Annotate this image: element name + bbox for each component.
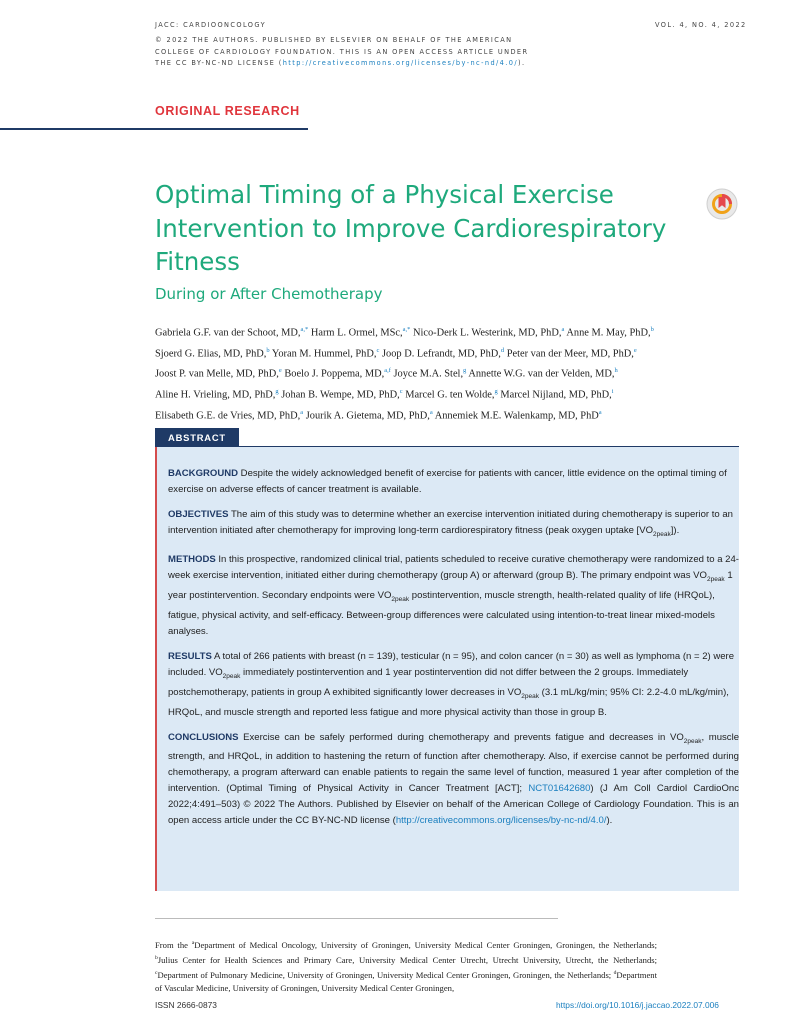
author-affiliation-mark[interactable]: b bbox=[266, 346, 270, 354]
article-subtitle: During or After Chemotherapy bbox=[155, 285, 383, 303]
author-name: Gabriela G.F. van der Schoot, MD, bbox=[155, 327, 301, 339]
affiliations-footnote: From the $^a$Department of Medical Oncology, University of Groningen, University Medical Center Groningen, Groningen, the Netherlands; $^b$Julius Center for Health Sciences and Primary Care, University Medical Center Utrecht, Utrecht University, Utrecht, the Netherlands; $^c$Department of Pulmonary Medicine, University of Groningen, University Medical Center Groningen, Groningen, the Netherlands; $^d$Department of Vascular Medicine, University of Groningen, University Medical Center Groningen, bbox=[155, 939, 657, 994]
article-title: Optimal Timing of a Physical Exercise Intervention to Improve Cardiorespiratory Fitness bbox=[155, 180, 667, 276]
author-affiliation-mark[interactable]: i bbox=[611, 388, 614, 396]
footnote-divider bbox=[155, 918, 558, 919]
author-name: Annette W.G. van der Velden, MD, bbox=[466, 368, 615, 380]
author-name: Marcel G. ten Wolde, bbox=[402, 389, 495, 401]
abstract-rule bbox=[155, 446, 739, 447]
author-name: Peter van der Meer, MD, PhD, bbox=[504, 348, 634, 360]
author-name: Nico-Derk L. Westerink, MD, PhD, bbox=[410, 327, 562, 339]
volume-info: VOL. 4, NO. 4, 2022 bbox=[655, 21, 747, 29]
author-affiliation-mark[interactable]: e bbox=[633, 346, 637, 354]
author-name: Yoran M. Hummel, PhD, bbox=[269, 348, 377, 360]
author-affiliation-mark[interactable]: a bbox=[561, 326, 565, 333]
author-affiliation-mark[interactable]: a,* bbox=[402, 326, 411, 333]
background-heading: BACKGROUND bbox=[168, 468, 239, 479]
license-url-link[interactable]: http://creativecommons.org/licenses/by-nc-nd/4.0/ bbox=[395, 815, 607, 827]
author-affiliation-mark[interactable]: g bbox=[463, 367, 467, 375]
author-list bbox=[155, 321, 743, 424]
abstract-body bbox=[168, 466, 739, 838]
author-name: Elisabeth G.E. de Vries, MD, PhD, bbox=[155, 410, 301, 422]
abstract-conclusions: CONCLUSIONS Exercise can be safely performed during chemotherapy and prevents fatigue and decreases in $VO_{2peak}$, muscle strength, and HRQoL, in addition to hastening the return of function after chemotherapy. Also, if exercise cannot be performed during chemotherapy, a program afterward can enable patients to regain the same level of function, measured 1 year after completion of the intervention. (Optimal Timing of Physical Activity in Cancer Treatment [ACT]; NCT01642680) (J Am Coll Cardiol CardioOnc 2022;4:491–503) © 2022 The Authors. Published by Elsevier on behalf of the American College of Cardiology Foundation. This is an open access article under the CC BY-NC-ND license (http://creativecommons.org/licenses/by-nc-nd/4.0/). bbox=[168, 731, 739, 827]
copyright-block bbox=[155, 35, 528, 70]
objectives-heading: OBJECTIVES bbox=[168, 509, 229, 520]
copyright-line-3: THE CC BY-NC-ND LICENSE (http://creativecommons.org/licenses/by-nc-nd/4.0/). bbox=[155, 59, 526, 67]
author-row bbox=[155, 404, 743, 425]
author-row bbox=[155, 362, 743, 383]
results-heading: RESULTS bbox=[168, 650, 212, 662]
author-name: Joost P. van Melle, MD, PhD, bbox=[155, 368, 279, 380]
author-row bbox=[155, 383, 743, 404]
section-divider bbox=[0, 128, 308, 130]
author-affiliation-mark[interactable]: d bbox=[500, 346, 505, 354]
conclusions-heading: CONCLUSIONS bbox=[168, 731, 239, 743]
author-name: Joop D. Lefrandt, MD, PhD, bbox=[379, 348, 501, 360]
doi-link[interactable]: https://doi.org/10.1016/j.jaccao.2022.07.006 bbox=[556, 1000, 719, 1010]
author-name: Johan B. Wempe, MD, PhD, bbox=[278, 389, 400, 401]
author-name: Sjoerd G. Elias, MD, PhD, bbox=[155, 348, 267, 360]
copyright-line-1: © 2022 THE AUTHORS. PUBLISHED BY ELSEVIER ON BEHALF OF THE AMERICAN bbox=[155, 36, 513, 44]
author-name: Jourik A. Gietema, MD, PhD, bbox=[303, 410, 430, 422]
abstract-label: ABSTRACT bbox=[155, 428, 239, 447]
abstract-objectives: OBJECTIVES The aim of this study was to determine whether an exercise intervention initiated during chemotherapy is superior to an intervention initiated after chemotherapy for improving long-term cardiorespiratory fitness (peak oxygen uptake $[VO_{2peak}]$). bbox=[168, 509, 733, 538]
methods-heading: METHODS bbox=[168, 553, 216, 565]
trial-registration-link[interactable]: NCT01642680 bbox=[528, 783, 591, 795]
author-affiliation-mark[interactable]: a,f bbox=[384, 367, 391, 375]
author-name: Aline H. Vrieling, MD, PhD, bbox=[155, 389, 276, 401]
author-name: Anne M. May, PhD, bbox=[564, 327, 651, 339]
author-name: Marcel Nijland, MD, PhD, bbox=[497, 389, 612, 401]
issn: ISSN 2666-0873 bbox=[155, 1000, 217, 1010]
author-affiliation-mark[interactable]: c bbox=[376, 346, 380, 354]
crossmark-icon[interactable] bbox=[706, 188, 738, 220]
journal-name: JACC: CARDIOONCOLOGY bbox=[155, 21, 267, 29]
author-affiliation-mark[interactable]: h bbox=[614, 367, 618, 375]
author-affiliation-mark[interactable]: a bbox=[598, 408, 602, 416]
author-name: Joyce M.A. Stel, bbox=[390, 368, 464, 380]
abstract-methods: METHODS In this prospective, randomized clinical trial, patients scheduled to receive curative chemotherapy were randomized to a 24-week exercise intervention, initiated either during chemotherapy (group A) or afterward (group B). The primary endpoint was $VO_{2peak}$ 1 year postintervention. Secondary endpoints were $VO_{2peak}$ postintervention, muscle strength, health-related quality of life (HRQoL), fatigue, physical activity, and self-efficacy. Between-group differences were calculated using intention-to-treat linear mixed-models analyses. bbox=[168, 553, 739, 637]
abstract-results: RESULTS A total of 266 patients with breast (n = 139), testicular (n = 95), and colon cancer (n = 30) as well as lymphoma (n = 2) were included. $VO_{2peak}$ immediately postintervention and 1 year postintervention did not differ between the 2 groups. Immediately postchemotherapy, patients in group A exhibited significantly lower decreases in $VO_{2peak}$ (3.1 mL/kg/min; 95% CI: 2.2-4.0 mL/kg/min), HRQoL, and muscle strength and reported less fatigue and more physical activity than those in group B. bbox=[168, 650, 735, 718]
author-affiliation-mark[interactable]: a bbox=[429, 408, 433, 416]
license-link[interactable]: http://creativecommons.org/licenses/by-nc-nd/4.0/ bbox=[282, 59, 518, 67]
author-affiliation-mark[interactable]: e bbox=[278, 367, 282, 375]
author-affiliation-mark[interactable]: b bbox=[650, 326, 654, 333]
author-name: Boelo J. Poppema, MD, bbox=[281, 368, 385, 380]
author-affiliation-mark[interactable]: a bbox=[300, 408, 304, 416]
author-row bbox=[155, 321, 743, 342]
abstract-background: BACKGROUND Despite the widely acknowledged benefit of exercise for patients with cancer, little evidence on the optimal timing of exercise on adverse effects of cancer treatment is available. bbox=[168, 468, 727, 495]
author-affiliation-mark[interactable]: g bbox=[494, 388, 498, 396]
author-name: Annemiek M.E. Walenkamp, MD, PhD bbox=[432, 410, 599, 422]
author-row bbox=[155, 342, 743, 363]
copyright-line-2: COLLEGE OF CARDIOLOGY FOUNDATION. THIS IS AN OPEN ACCESS ARTICLE UNDER bbox=[155, 47, 529, 56]
author-affiliation-mark[interactable]: c bbox=[399, 388, 403, 396]
author-affiliation-mark[interactable]: a,* bbox=[300, 326, 309, 333]
author-name: Harm L. Ormel, MSc, bbox=[308, 327, 403, 339]
author-affiliation-mark[interactable]: g bbox=[275, 388, 279, 396]
section-label: ORIGINAL RESEARCH bbox=[155, 104, 300, 118]
